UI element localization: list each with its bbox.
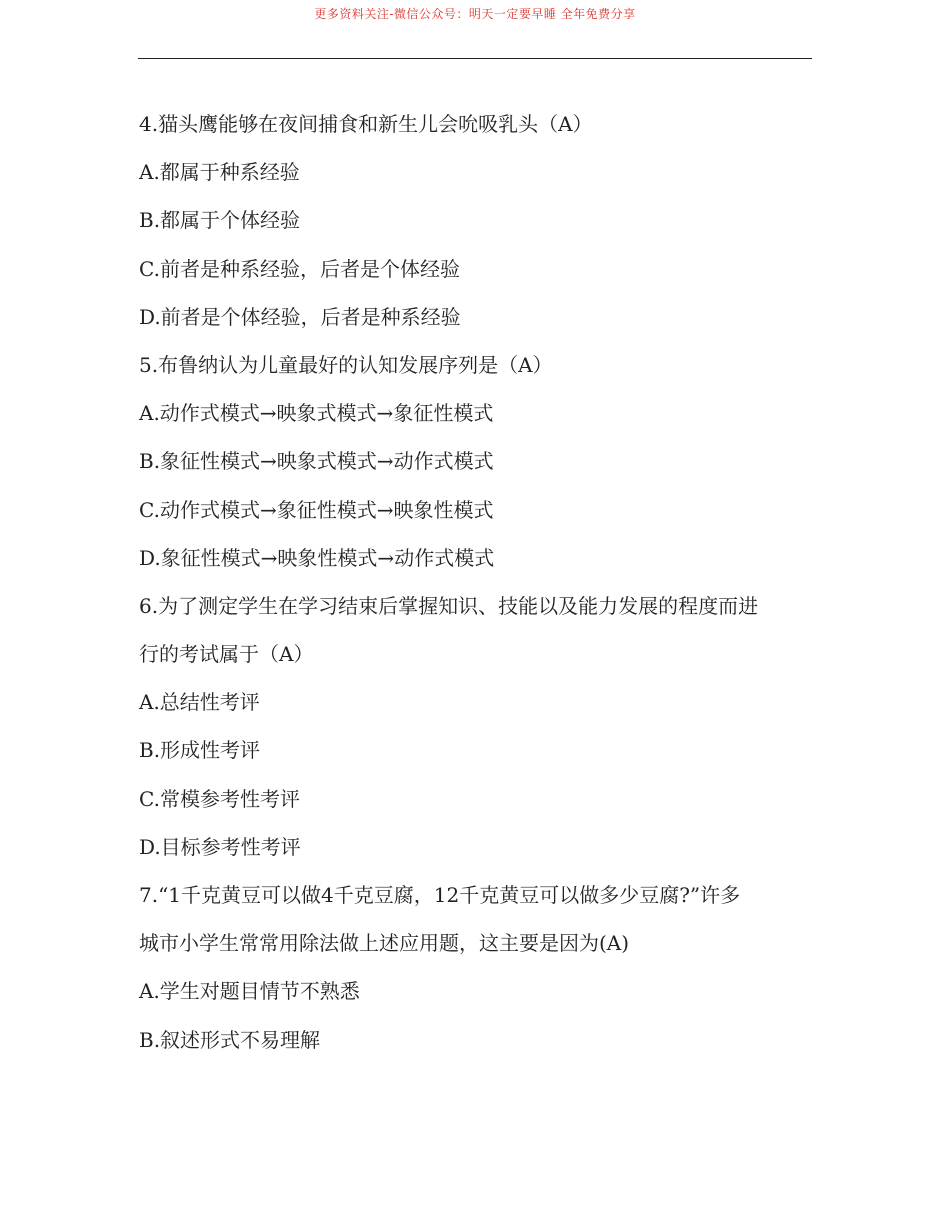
question-4-option-c: C.前者是种系经验，后者是个体经验 [139, 256, 460, 281]
question-5-option-b: B.象征性模式→映象式模式→动作式模式 [139, 449, 494, 474]
question-6-stem-line-1: 6.为了测定学生在学习结束后掌握知识、技能以及能力发展的程度而进 [139, 593, 759, 618]
question-4-option-b: B.都属于个体经验 [139, 208, 301, 233]
question-4-option-d: D.前者是个体经验，后者是种系经验 [139, 304, 461, 329]
question-7-option-b: B.叙述形式不易理解 [139, 1027, 321, 1052]
document-body [139, 100, 813, 1064]
page-header-watermark: 更多资料关注-微信公众号：明天一定要早睡 全年免费分享 [314, 7, 636, 21]
header-divider [138, 58, 812, 59]
question-7-stem-line-2: 城市小学生常常用除法做上述应用题，这主要是因为(A) [139, 931, 630, 956]
question-5-stem: 5.布鲁纳认为儿童最好的认知发展序列是（A） [139, 352, 553, 377]
question-6-stem-line-2: 行的考试属于（A） [139, 642, 314, 667]
question-5-option-d: D.象征性模式→映象性模式→动作式模式 [139, 545, 495, 570]
question-4-option-a: A.都属于种系经验 [139, 160, 300, 185]
question-6-option-d: D.目标参考性考评 [139, 834, 301, 859]
question-6-option-a: A.总结性考评 [139, 690, 260, 715]
question-7-option-a: A.学生对题目情节不熟悉 [139, 979, 360, 1004]
question-7-stem-line-1: 7.“1千克黄豆可以做4千克豆腐，12千克黄豆可以做多少豆腐?”许多 [139, 883, 741, 907]
question-6-option-c: C.常模参考性考评 [139, 786, 300, 811]
question-6-option-b: B.形成性考评 [139, 738, 261, 763]
question-4-stem: 4.猫头鹰能够在夜间捕食和新生儿会吮吸乳头（A） [139, 112, 593, 136]
question-5-option-a: A.动作式模式→映象式模式→象征性模式 [139, 401, 494, 426]
question-5-option-c: C.动作式模式→象征性模式→映象性模式 [139, 497, 494, 522]
